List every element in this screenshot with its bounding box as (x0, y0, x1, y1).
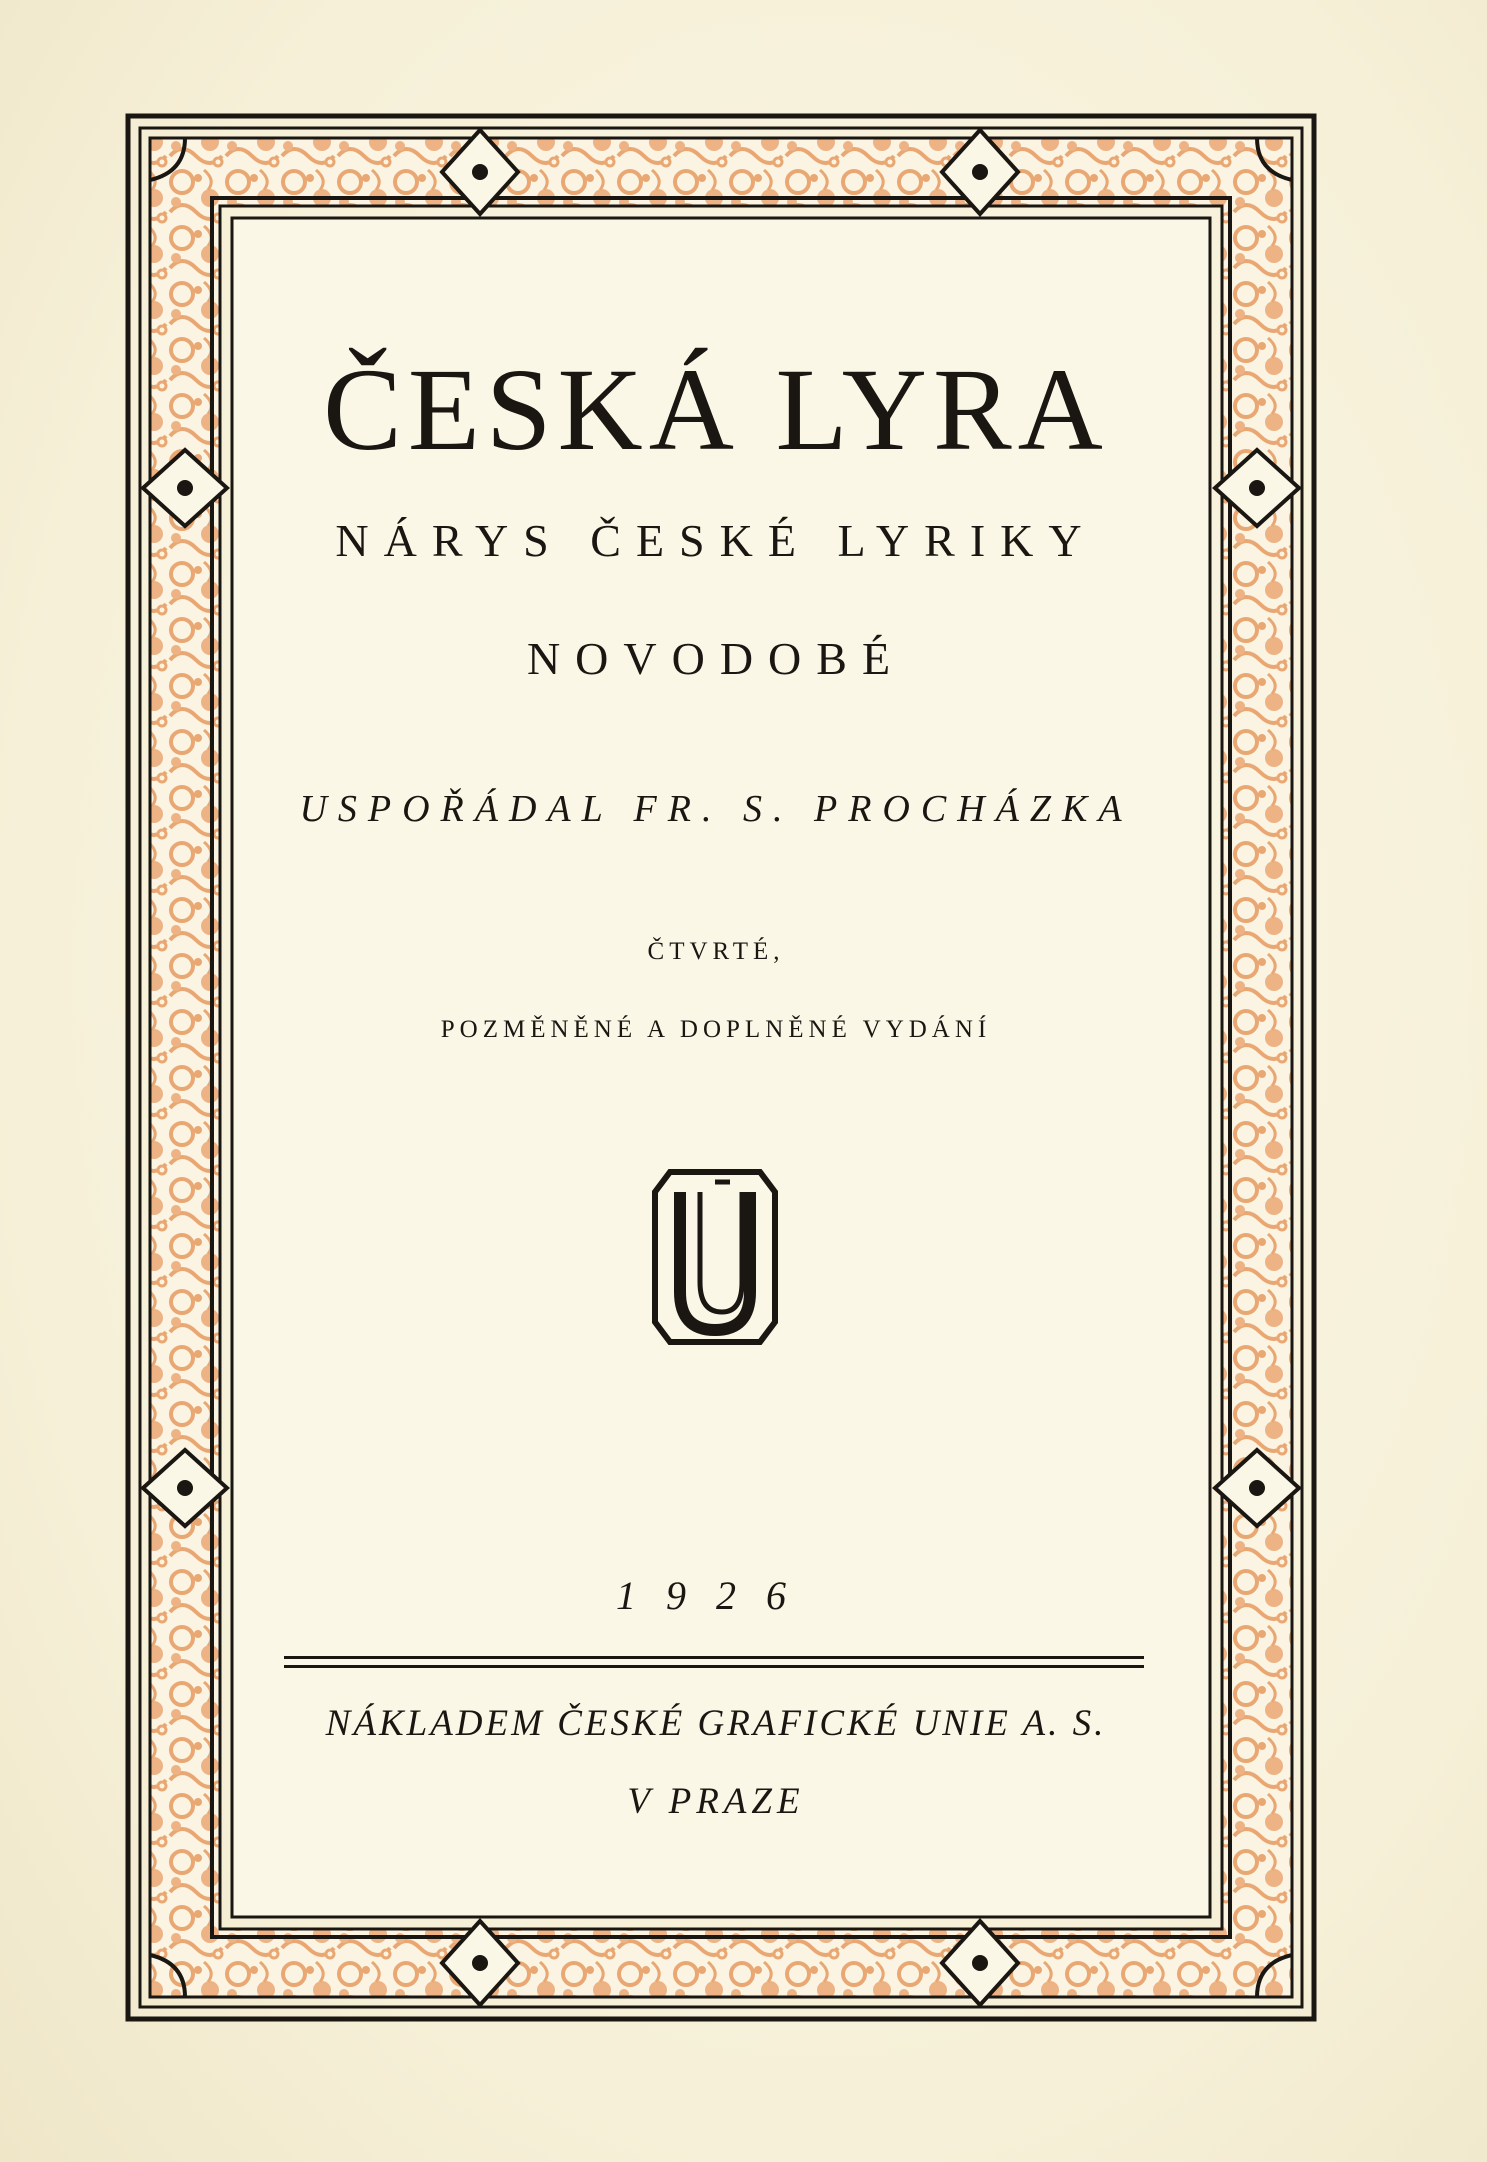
editor-credit: USPOŘÁDAL FR. S. PROCHÁZKA (299, 788, 1133, 830)
edition-line-1: ČTVRTÉ, (647, 938, 785, 965)
publisher-line-2: V PRAZE (627, 1781, 805, 1822)
edition-line-2: POZMĚNĚNÉ A DOPLNĚNÉ VYDÁNÍ (440, 1016, 992, 1043)
publisher-line-1: NÁKLADEM ČESKÉ GRAFICKÉ UNIE A. S. (325, 1703, 1107, 1744)
subtitle-line-1: NÁRYS ČESKÉ LYRIKY (335, 515, 1097, 566)
publication-year: 1926 (616, 1573, 816, 1618)
publisher-monogram-icon (650, 1152, 780, 1362)
text-panel (240, 232, 1192, 1903)
subtitle-line-2: NOVODOBÉ (526, 633, 906, 684)
divider-rule (284, 1656, 1144, 1668)
book-title: ČESKÁ LYRA (323, 344, 1109, 475)
